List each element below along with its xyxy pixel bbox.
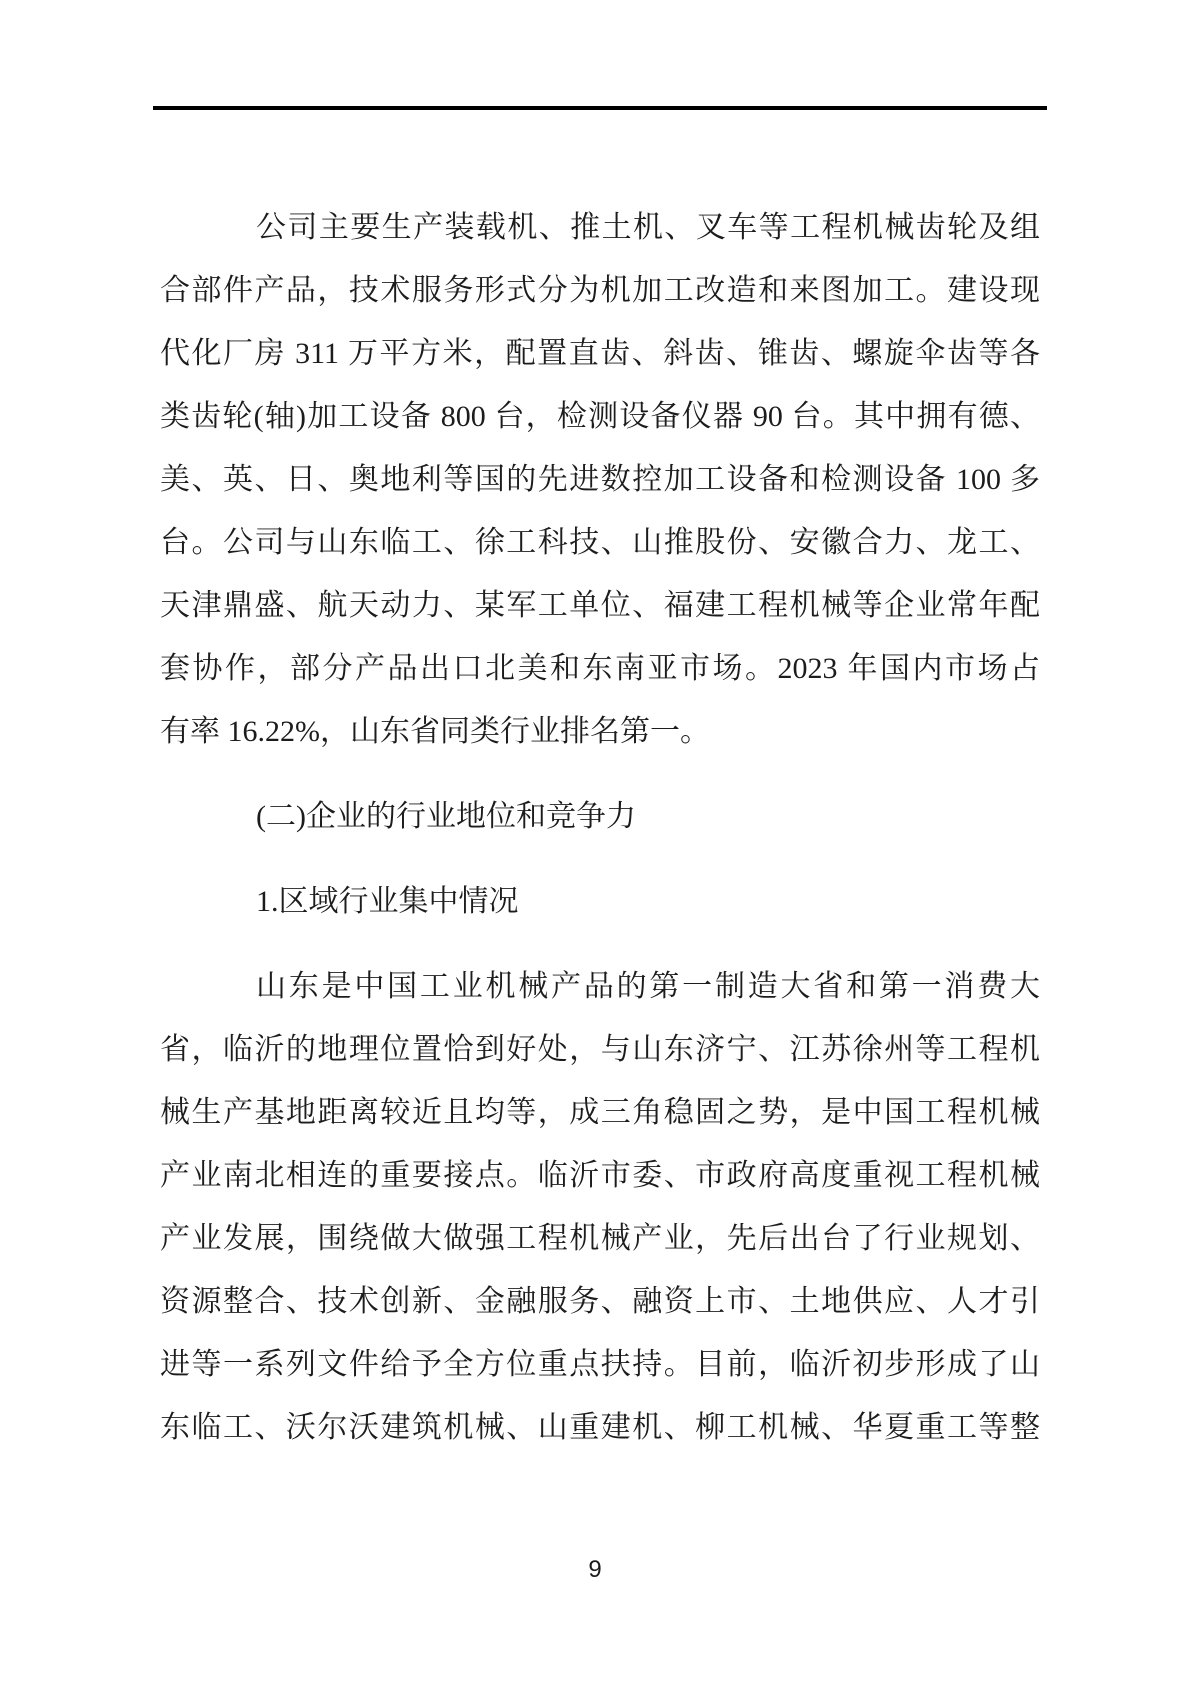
heading xyxy=(160,870,1040,933)
heading xyxy=(160,785,1040,848)
paragraph xyxy=(160,196,1040,763)
text-line: 山东是中国工业机械产品的第一制造大省和第一消费大 xyxy=(256,970,1040,1003)
text-line: 代化厂房 311 万平方米，配置直齿、斜齿、锥齿、螺旋伞齿等各 xyxy=(160,337,1040,370)
text-line: 类齿轮(轴)加工设备 800 台，检测设备仪器 90 台。其中拥有德、 xyxy=(160,400,1040,433)
paragraph xyxy=(160,955,1040,1459)
text-line: (二)企业的行业地位和竞争力 xyxy=(256,800,636,833)
text-line: 产业南北相连的重要接点。临沂市委、市政府高度重视工程机械 xyxy=(160,1159,1040,1192)
text-line: 产业发展，围绕做大做强工程机械产业，先后出台了行业规划、 xyxy=(160,1222,1040,1255)
text-line: 械生产基地距离较近且均等，成三角稳固之势，是中国工程机械 xyxy=(160,1096,1040,1129)
text-line: 有率 16.22%，山东省同类行业排名第一。 xyxy=(160,715,710,748)
text-line: 台。公司与山东临工、徐工科技、山推股份、安徽合力、龙工、 xyxy=(160,526,1040,559)
text-line: 1.区域行业集中情况 xyxy=(256,885,519,918)
text-line: 合部件产品，技术服务形式分为机加工改造和来图加工。建设现 xyxy=(160,274,1040,307)
header-rule xyxy=(153,106,1047,110)
document-body xyxy=(160,196,1040,1459)
text-line: 套协作，部分产品出口北美和东南亚市场。2023 年国内市场占 xyxy=(160,652,1040,685)
page-number: 9 xyxy=(588,1556,602,1583)
page-footer xyxy=(0,1556,1190,1584)
text-line: 省，临沂的地理位置恰到好处，与山东济宁、江苏徐州等工程机 xyxy=(160,1033,1040,1066)
text-line: 东临工、沃尔沃建筑机械、山重建机、柳工机械、华夏重工等整 xyxy=(160,1411,1040,1444)
text-line: 天津鼎盛、航天动力、某军工单位、福建工程机械等企业常年配 xyxy=(160,589,1040,622)
text-line: 资源整合、技术创新、金融服务、融资上市、土地供应、人才引 xyxy=(160,1285,1040,1318)
text-line: 美、英、日、奥地利等国的先进数控加工设备和检测设备 100 多 xyxy=(160,463,1040,496)
text-line: 进等一系列文件给予全方位重点扶持。目前，临沂初步形成了山 xyxy=(160,1348,1040,1381)
text-line: 公司主要生产装载机、推土机、叉车等工程机械齿轮及组 xyxy=(256,211,1040,244)
